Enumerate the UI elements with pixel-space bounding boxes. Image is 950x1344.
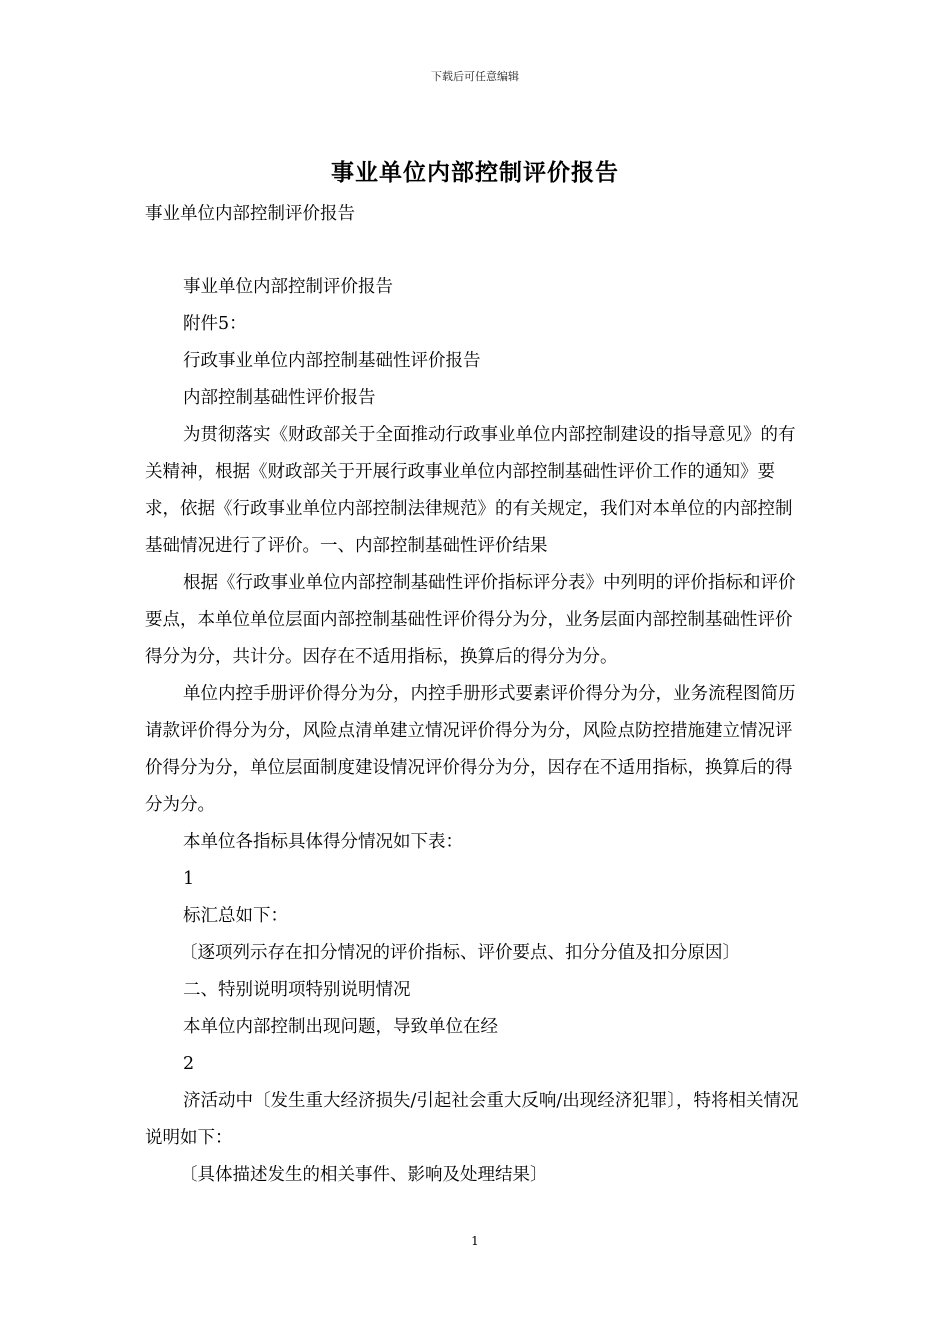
paragraph: 1 [183,869,195,889]
paragraph: 二、特别说明项特别说明情况 [183,980,411,1000]
spacer [145,233,807,269]
paragraph: 2 [183,1054,195,1074]
paragraph: 〔具体描述发生的相关事件、影响及处理结果〕 [180,1165,548,1185]
paragraph: 标汇总如下： [183,906,288,926]
document-title: 事业单位内部控制评价报告 [331,159,619,186]
document-body [145,196,807,1194]
paragraph: 行政事业单位内部控制基础性评价报告 [183,351,481,371]
page-number: 1 [471,1234,479,1248]
paragraph: 事业单位内部控制评价报告 [183,277,393,297]
paragraph: 单位内控手册评价得分为分，内控手册形式要素评价得分为分，业务流程图简历请款评价得分为分，风险点清单建立情况评价得分为分，风险点防控措施建立情况评价得分为分，单位层面制度建设情况评价得分为分，因存在不适用指标，换算后的得分为分。 [145,684,796,815]
document-subtitle: 事业单位内部控制评价报告 [145,204,355,224]
page-header-note: 下载后可任意编辑 [431,70,519,83]
paragraph: 本单位各指标具体得分情况如下表： [183,832,463,852]
paragraph: 为贯彻落实《财政部关于全面推动行政事业单位内部控制建设的指导意见》的有关精神，根据《财政部关于开展行政事业单位内部控制基础性评价工作的通知》要求，依据《行政事业单位内部控制法律规范》的有关规定，我们对本单位的内部控制基础情况进行了评价。一、内部控制基础性评价结果 [145,425,796,556]
paragraph: 本单位内部控制出现问题，导致单位在经 [183,1017,498,1037]
paragraph: 根据《行政事业单位内部控制基础性评价指标评分表》中列明的评价指标和评价要点，本单位单位层面内部控制基础性评价得分为分，业务层面内部控制基础性评价得分为分，共计分。因存在不适用指标，换算后的得分为分。 [145,573,796,667]
paragraph: 〔逐项列示存在扣分情况的评价指标、评价要点、扣分分值及扣分原因〕 [180,943,740,963]
paragraph: 内部控制基础性评价报告 [183,388,376,408]
paragraph: 济活动中〔发生重大经济损失/引起社会重大反响/出现经济犯罪〕，特将相关情况说明如下： [145,1091,799,1148]
paragraph: 附件5： [183,314,247,334]
